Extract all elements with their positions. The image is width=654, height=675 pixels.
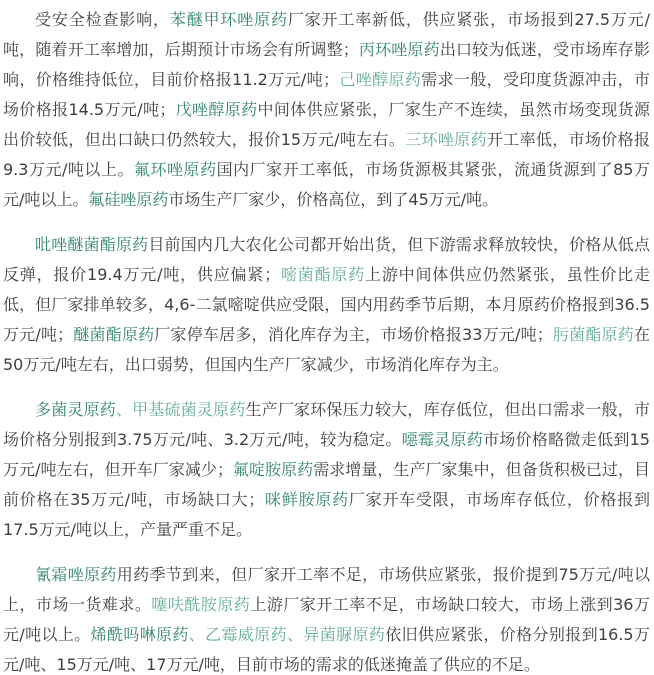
product-term: 己唑醇原药 [339, 70, 422, 89]
product-term: 丙环唑原药 [358, 40, 440, 59]
text-segment: 厂家停车居多，消化库存为主，市场价格报33万元/吨； [154, 325, 553, 344]
text-segment: 受安全检查影响， [35, 10, 170, 29]
product-term: 氟环唑原药 [134, 160, 217, 179]
text-segment: 市场价格略微走低到15万元/吨左右，但开车厂家减少； [3, 430, 650, 479]
product-term: 氟啶胺原药 [232, 460, 314, 479]
product-term: 嘧菌酯原药 [280, 265, 366, 284]
paragraph-3 [3, 395, 650, 545]
text-segment: 出口较为低迷，受市场库存影响，价格维持低位，目前价格报11.2万元/吨； [3, 40, 650, 89]
text-segment: 需求一般，受印度货源冲击，市场价格报14.5万元/吨； [3, 70, 650, 119]
product-term: 肟菌酯原药 [552, 325, 634, 344]
text-segment: 厂家开工率新低，供应紧张，市场报到27.5万元/吨，随着开工率增加，后期预计市场会有所调整； [3, 10, 650, 59]
product-term: 噻呋酰胺原药 [151, 595, 251, 614]
text-segment: 生产厂家环保压力较大，库存低位，但出口需求一般，市场价格分别报到3.75万元/吨、3.2万元/吨，较为稳定。 [3, 400, 650, 449]
text-segment: 需求增量，生产厂家集中，但备货积极已过，目前价格在35万元/吨，市场缺口大； [3, 460, 650, 509]
product-term: 氰霜唑原药 [35, 565, 117, 584]
text-segment: 依旧供应紧张，价格分别报到16.5万元/吨、15万元/吨、17万元/吨，目前市场的需求的低迷掩盖了供应的不足。 [3, 625, 650, 674]
product-term: 戊唑醇原药 [175, 100, 258, 119]
text-segment: 厂家开车受限，市场库存低位，价格报到17.5万元/吨以上，产量严重不足。 [3, 490, 650, 539]
product-term: 多菌灵原药 [35, 400, 116, 419]
product-term: 氟硅唑原药 [88, 190, 169, 209]
product-term: 苯醚甲环唑原药 [169, 10, 288, 29]
text-segment: 在50万元/吨左右，出口弱势，但国内生产厂家减少，市场消化库存为主。 [3, 325, 650, 374]
product-term: 咪鲜胺原药 [264, 490, 349, 509]
product-term: 三环唑原药 [405, 130, 487, 149]
text-segment: 目前国内几大农化公司都开始出货，但下游需求释放较快，价格从低点反弹，报价19.4万元/吨，供应偏紧； [3, 235, 650, 284]
text-segment: 中间体供应紧张，厂家生产不连续，虽然市场变现货源出价较低，但出口缺口仍然较大，报价15万元/吨左右。 [3, 100, 650, 149]
text-segment: 用药季节到来，但厂家开工率不足，市场供应紧张，报价提到75万元/吨以上，市场一货难求。 [3, 565, 650, 614]
text-segment: 国内厂家开工率低，市场货源极其紧张，流通货源到了85万元/吨以上。 [3, 160, 650, 209]
text-segment: 市场生产厂家少，价格高位，到了45万元/吨。 [168, 190, 499, 209]
paragraph-2 [3, 230, 650, 380]
product-term: 噁霉灵原药 [401, 430, 484, 449]
paragraph-4 [3, 560, 650, 675]
product-term: 、乙霉威原药、异菌脲原药 [188, 625, 386, 644]
paragraph-1 [3, 5, 650, 215]
text-segment: 开工率低，市场价格报9.3万元/吨以上。 [3, 130, 650, 179]
text-segment: 上游中间体供应仍然紧张，虽性价比走低，但厂家排单较多，4,6-二氯嘧啶供应受限，国内用药季节后期，本月原药价格报到36.5万元/吨； [3, 265, 650, 344]
product-term: 吡唑醚菌酯原药 [35, 235, 149, 254]
product-term: 、甲基硫菌灵原药 [115, 400, 246, 419]
text-segment: 上游厂家开工率不足，市场缺口较大，市场上涨到36万元/吨以上。 [3, 595, 650, 644]
product-term: 醚菌酯原药 [73, 325, 155, 344]
product-term: 烯酰吗啉原药 [90, 625, 189, 644]
